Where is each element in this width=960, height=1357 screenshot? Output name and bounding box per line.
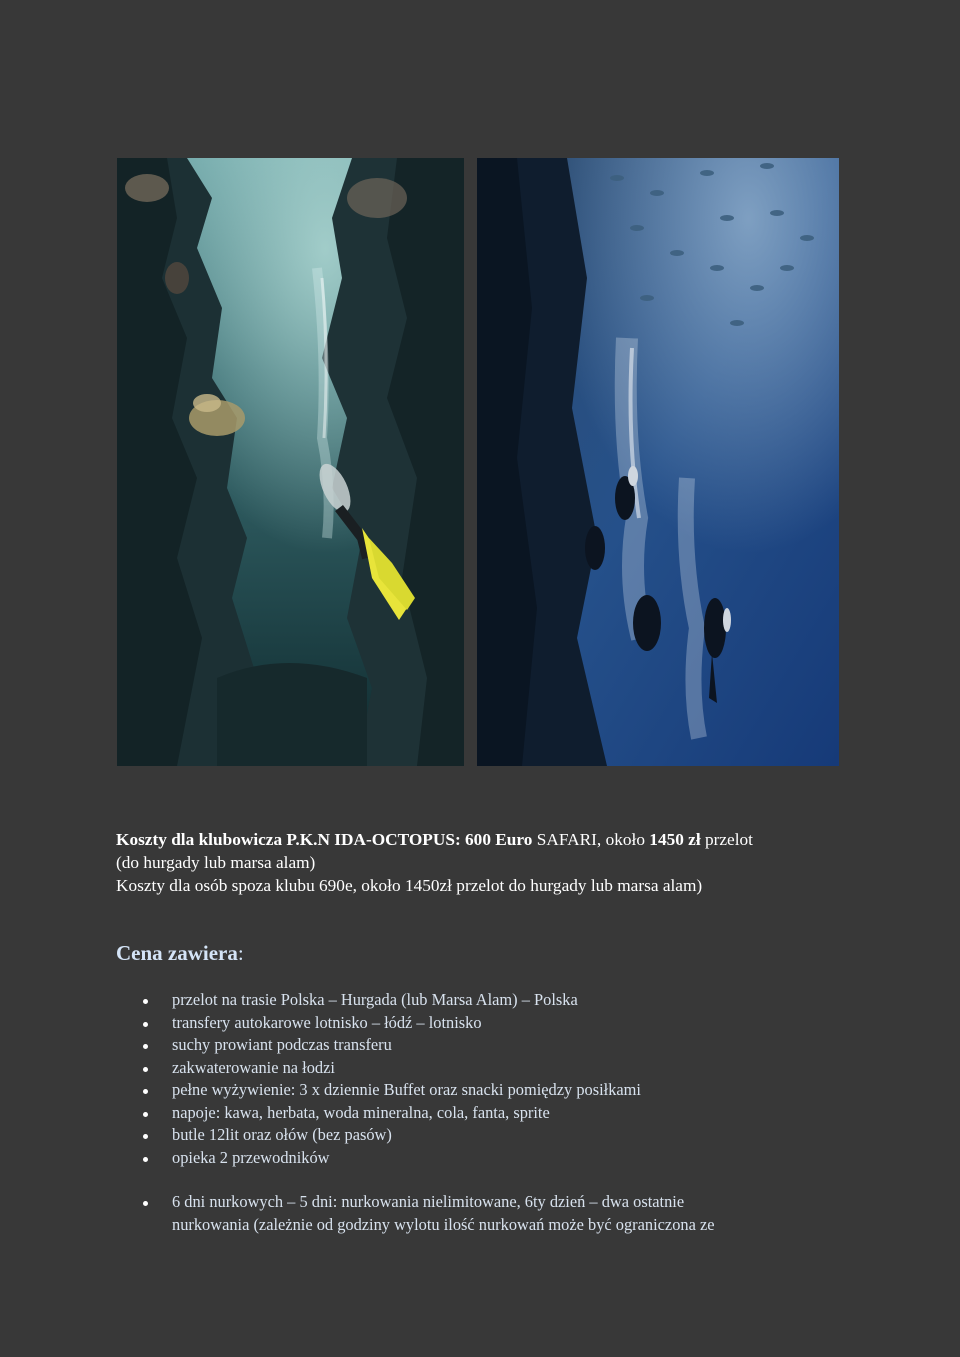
- list-item: transfery autokarowe lotnisko – łódź – lotnisko: [116, 1012, 856, 1035]
- member-cost-line: [116, 828, 856, 851]
- non-member-cost-line: Koszty dla osób spoza klubu 690e, około 1450zł przelot do hurgady lub marsa alam): [116, 876, 703, 895]
- member-cost-label: Koszty dla klubowicza P.K.N IDA-OCTOPUS:: [116, 830, 461, 849]
- price-includes-heading-text: Cena zawiera: [116, 941, 238, 965]
- list-item: zakwaterowanie na łodzi: [116, 1057, 856, 1080]
- member-cost-about: około: [605, 830, 645, 849]
- price-includes-list: [116, 989, 856, 1236]
- list-item: przelot na trasie Polska – Hurgada (lub Marsa Alam) – Polska: [116, 989, 856, 1012]
- dive-days-line-2: nurkowania (zależnie od godziny wylotu ilość nurkowań może być ograniczona ze: [172, 1214, 715, 1234]
- costs-section: [116, 828, 856, 897]
- member-cost-flight: przelot: [704, 830, 753, 849]
- member-cost-price: 600 Euro: [465, 830, 533, 849]
- dive-days-line-1: 6 dni nurkowych – 5 dni: nurkowania nielimitowane, 6ty dzień – dwa ostatnie: [172, 1192, 685, 1211]
- photo-diver-yellow-fins: [117, 158, 464, 766]
- price-includes-heading: [116, 941, 244, 966]
- member-cost-safari: SAFARI,: [536, 830, 602, 849]
- list-item: napoje: kawa, herbata, woda mineralna, cola, fanta, sprite: [116, 1102, 856, 1125]
- list-item: pełne wyżywienie: 3 x dziennie Buffet oraz snacki pomiędzy posiłkami: [116, 1079, 856, 1102]
- price-includes-heading-colon: :: [237, 941, 244, 965]
- list-item: suchy prowiant podczas transferu: [116, 1034, 856, 1057]
- list-item: butle 12lit oraz ołów (bez pasów): [116, 1124, 856, 1147]
- member-cost-destination: (do hurgady lub marsa alam): [116, 853, 316, 872]
- reef-canyon-image: [117, 158, 464, 766]
- list-item-dive-days: [116, 1191, 856, 1236]
- blue-wall-image: [477, 158, 839, 766]
- list-item: opieka 2 przewodników: [116, 1147, 856, 1170]
- member-cost-amount: 1450 zł: [649, 830, 701, 849]
- photo-divers-blue-wall: [477, 158, 839, 766]
